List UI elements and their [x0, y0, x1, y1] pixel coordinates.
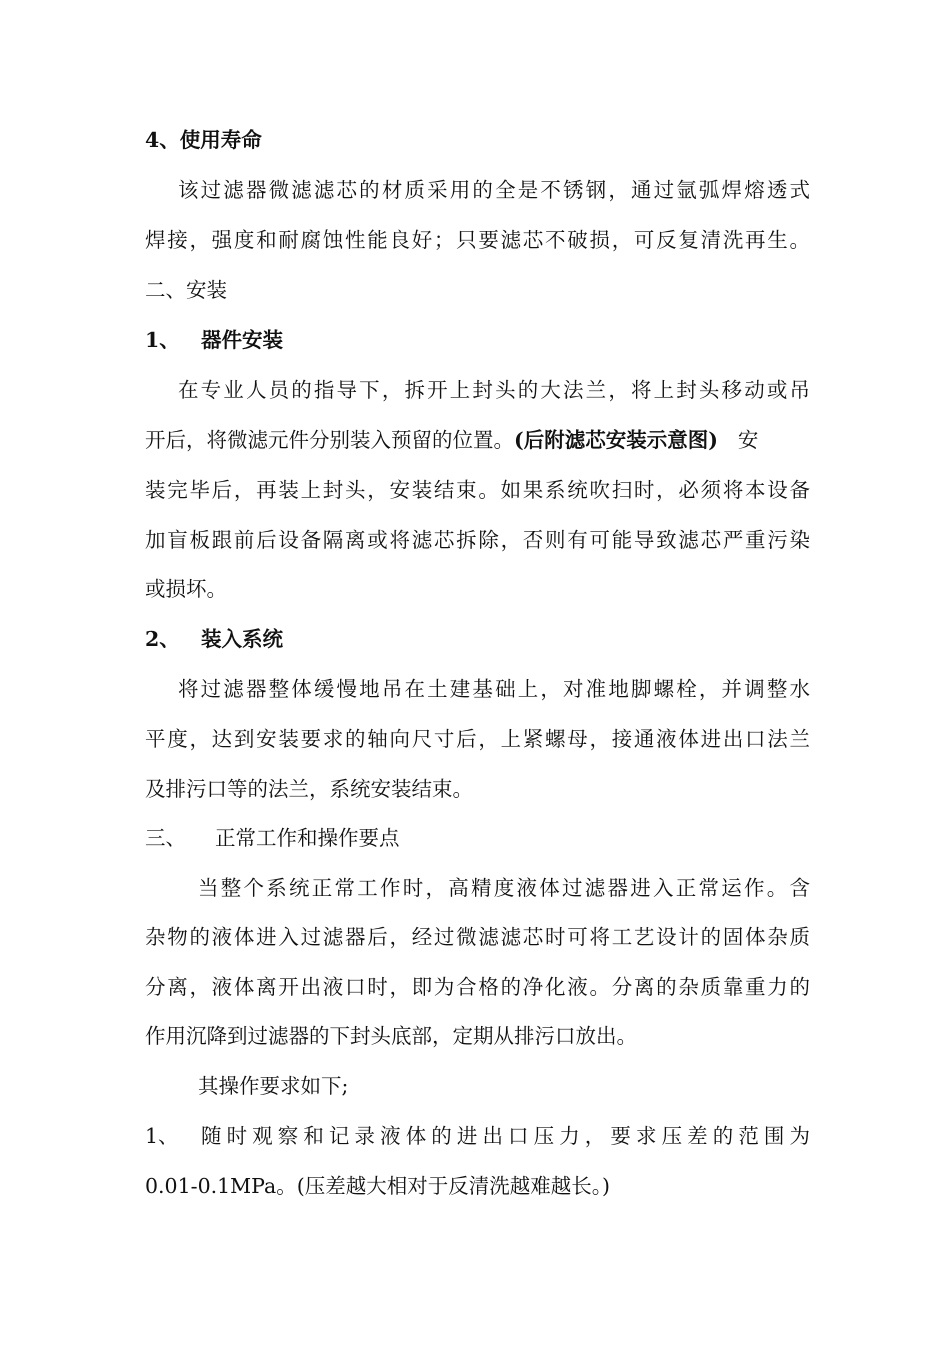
operation-paragraph-line-4: 作用沉降到过滤器的下封头底部，定期从排污口放出。 [145, 1024, 637, 1048]
section-install-heading: 二、安装 [145, 278, 227, 302]
requirements-intro: 其操作要求如下; [198, 1074, 349, 1098]
system-paragraph-line-1: 将过滤器整体缓慢地吊在土建基础上，对准地脚螺栓，并调整水 [178, 677, 810, 701]
item-1-line-1 [145, 1121, 810, 1151]
item-1-line-2: 0.01-0.1MPa。(压差越大相对于反清洗越难越长。) [145, 1174, 611, 1198]
install-paragraph-line-3: 装完毕后，再装上封头，安装结束。如果系统吹扫时，必须将本设备 [145, 478, 810, 502]
section-operation-title: 正常工作和操作要点 [215, 826, 400, 850]
install-text-c: 安 [737, 428, 759, 452]
section-4-heading: 4、使用寿命 [145, 128, 262, 152]
install-text-a: 开后，将微滤元件分别装入预留的位置。 [145, 428, 514, 452]
item-1-text: 随时观察和记录液体的进出口压力，要求压差的范围为 [201, 1124, 810, 1148]
operation-paragraph-line-1: 当整个系统正常工作时，高精度液体过滤器进入正常运作。含 [198, 876, 810, 900]
install-diagram-note: (后附滤芯安装示意图) [514, 428, 718, 452]
subsection-1-heading [145, 325, 810, 355]
subsection-2-heading [145, 624, 810, 654]
subsection-1-number: 1、 [145, 328, 180, 352]
life-paragraph-line-2: 焊接，强度和耐腐蚀性能良好；只要滤芯不破损，可反复清洗再生。 [145, 228, 810, 252]
install-paragraph-line-2 [145, 425, 810, 455]
life-paragraph-line-1: 该过滤器微滤滤芯的材质采用的全是不锈钢，通过氩弧焊熔透式 [178, 178, 810, 202]
section-operation-number: 三、 [145, 826, 186, 850]
operation-paragraph-line-3: 分离，液体离开出液口时，即为合格的净化液。分离的杂质靠重力的 [145, 975, 810, 999]
install-paragraph-line-5: 或损坏。 [145, 577, 227, 601]
subsection-2-title: 装入系统 [201, 627, 283, 651]
install-paragraph-line-1: 在专业人员的指导下，拆开上封头的大法兰，将上封头移动或吊 [178, 378, 810, 402]
install-paragraph-line-4: 加盲板跟前后设备隔离或将滤芯拆除，否则有可能导致滤芯严重污染 [145, 528, 810, 552]
system-paragraph-line-2: 平度，达到安装要求的轴向尺寸后，上紧螺母，接通液体进出口法兰 [145, 727, 810, 751]
operation-paragraph-line-2: 杂物的液体进入过滤器后，经过微滤滤芯时可将工艺设计的固体杂质 [145, 925, 810, 949]
section-operation-heading [145, 823, 810, 853]
subsection-2-number: 2、 [145, 627, 180, 651]
subsection-1-title: 器件安装 [201, 328, 283, 352]
system-paragraph-line-3: 及排污口等的法兰，系统安装结束。 [145, 777, 473, 801]
item-1-number: 1、 [145, 1124, 179, 1148]
